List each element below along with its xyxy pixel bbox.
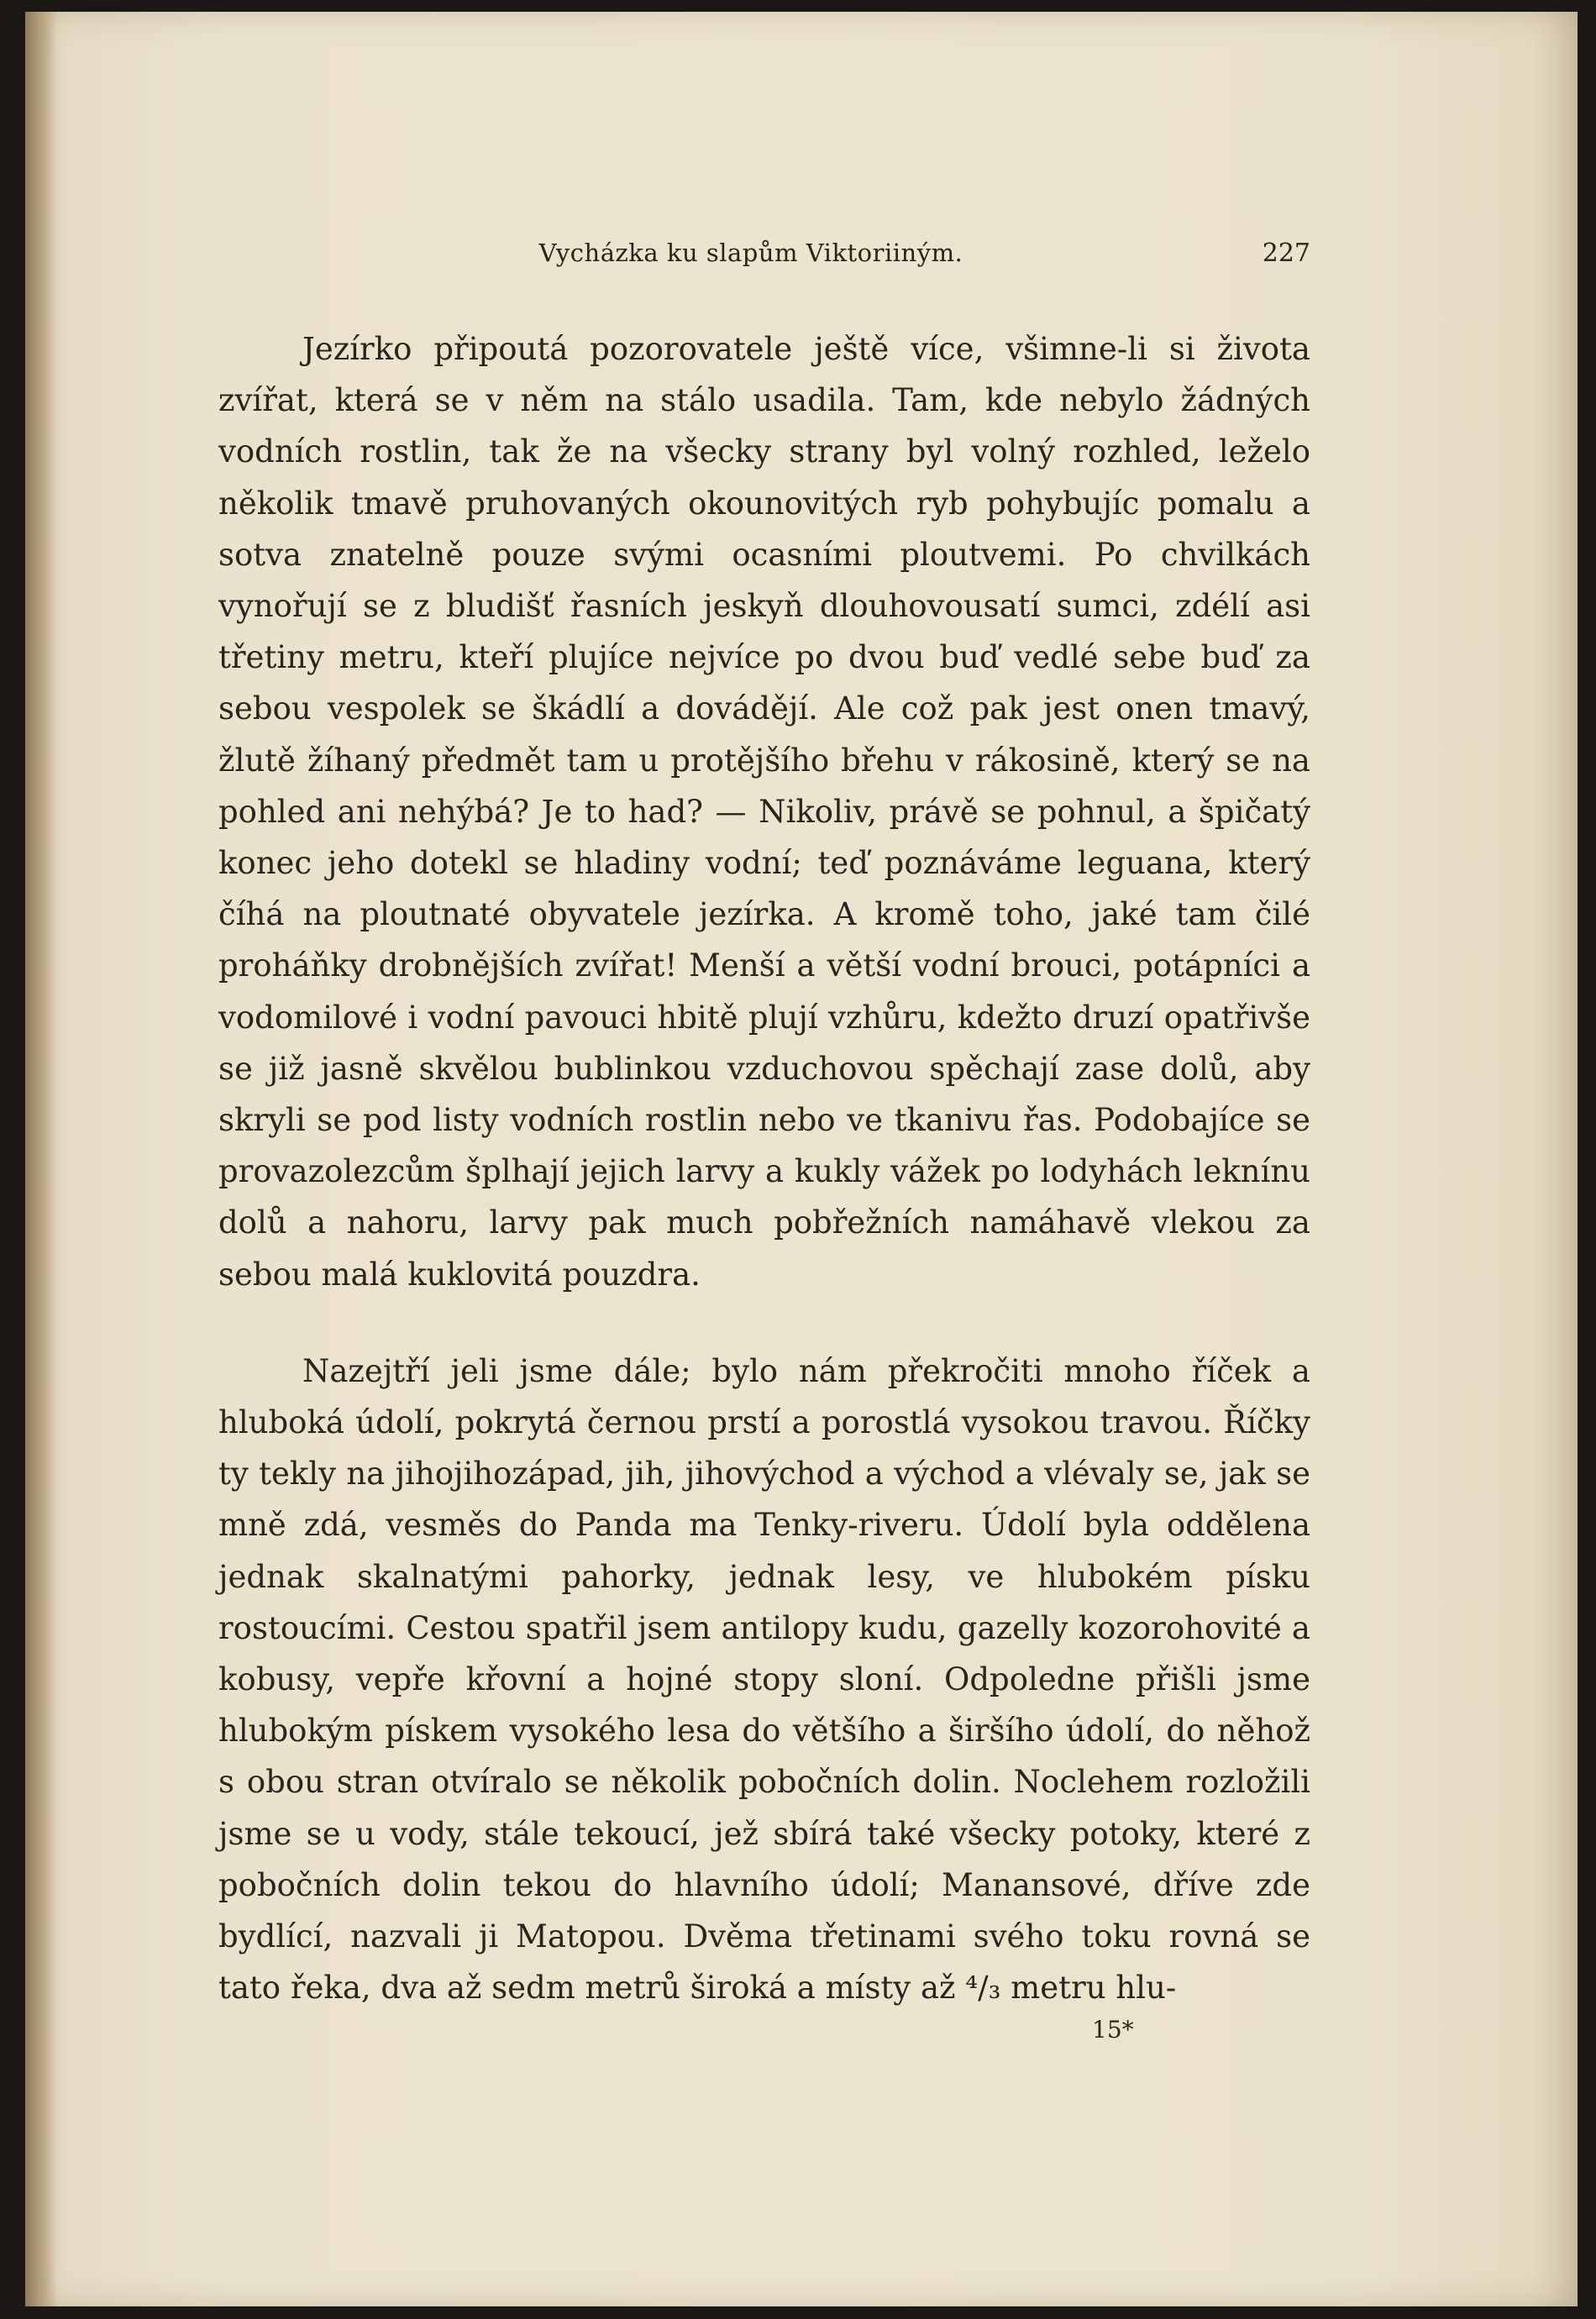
running-head <box>192 235 1310 277</box>
page-number: 227 <box>1262 239 1310 268</box>
signature-mark: 15* <box>1092 2016 1134 2044</box>
running-title: Vycházka ku slapům Viktoriiným. <box>538 239 963 267</box>
paragraph-pond-animals: Jezírko připoutá pozorovatele ještě více, všimne-li si života zvířat, která se v něm na stálo usadila. Tam, kde nebylo žádných vodních rostlin, tak že na všecky strany byl volný rozhled, leželo několik tmavě pruhovaných okounovitých ryb pohybujíc pomalu a sotva znatelně pouze svými ocasními ploutvemi. Po chvilkách vynořují se z bludišť řasních jeskyň dlouhovousatí sumci, zdélí asi třetiny metru, kteří plujíce nejvíce po dvou buď vedlé sebe buď za sebou vespolek se škádlí a dovádějí. Ale což pak jest onen tmavý, žlutě žíhaný předmět tam u protějšího břehu v rákosině, který se na pohled ani nehýbá? Je to had? — Nikoliv, právě se pohnul, a špičatý konec jeho dotekl se hladiny vodní; teď poznáváme leguana, který číhá na ploutnaté obyvatele jezírka. A kromě toho, jaké tam čilé proháňky drobnějších zvířat! Menší a větší vodní brouci, potápníci a vodomilové i vodní pavouci hbitě plují vzhůru, kdežto druzí opatřivše se již jasně skvělou bublinkou vzduchovou spěchají zase dolů, aby skryli se pod listy vodních rostlin nebo ve tkanivu řas. Podobajíce se provazolezcům šplhají jejich larvy a kukly vážek po lodyhách leknínu dolů a nahoru, larvy pak much pobřežních namáhavě vlekou za sebou malá kuklovitá pouzdra. <box>218 331 1310 1293</box>
body-text <box>218 323 1310 2014</box>
paragraph-next-day-journey: Nazejtří jeli jsme dále; bylo nám překročiti mnoho říček a hluboká údolí, pokrytá černou prstí a porostlá vysokou travou. Říčky ty tekly na jihojihozápad, jih, jihovýchod a východ a vlévaly se, jak se mně zdá, vesměs do Panda ma Tenky-riveru. Údolí byla oddělena jednak skalnatými pahorky, jednak lesy, ve hlubokém písku rostoucími. Cestou spatřil jsem antilopy kudu, gazelly kozorohovité a kobusy, vepře křovní a hojné stopy sloní. Odpoledne přišli jsme hlubokým pískem vysokého lesa do většího a širšího údolí, do něhož s obou stran otvíralo se několik pobočních dolin. Noclehem rozložili jsme se u vody, stále tekoucí, jež sbírá také všecky potoky, které z pobočních dolin tekou do hlavního údolí; Manansové, dříve zde bydlící, nazvali ji Matopou. Dvěma třetinami svého toku rovná se tato řeka, dva až sedm metrů široká a místy až ⁴/₃ metru hlu- <box>218 1352 1310 2007</box>
page-spine-shadow <box>25 12 57 2306</box>
